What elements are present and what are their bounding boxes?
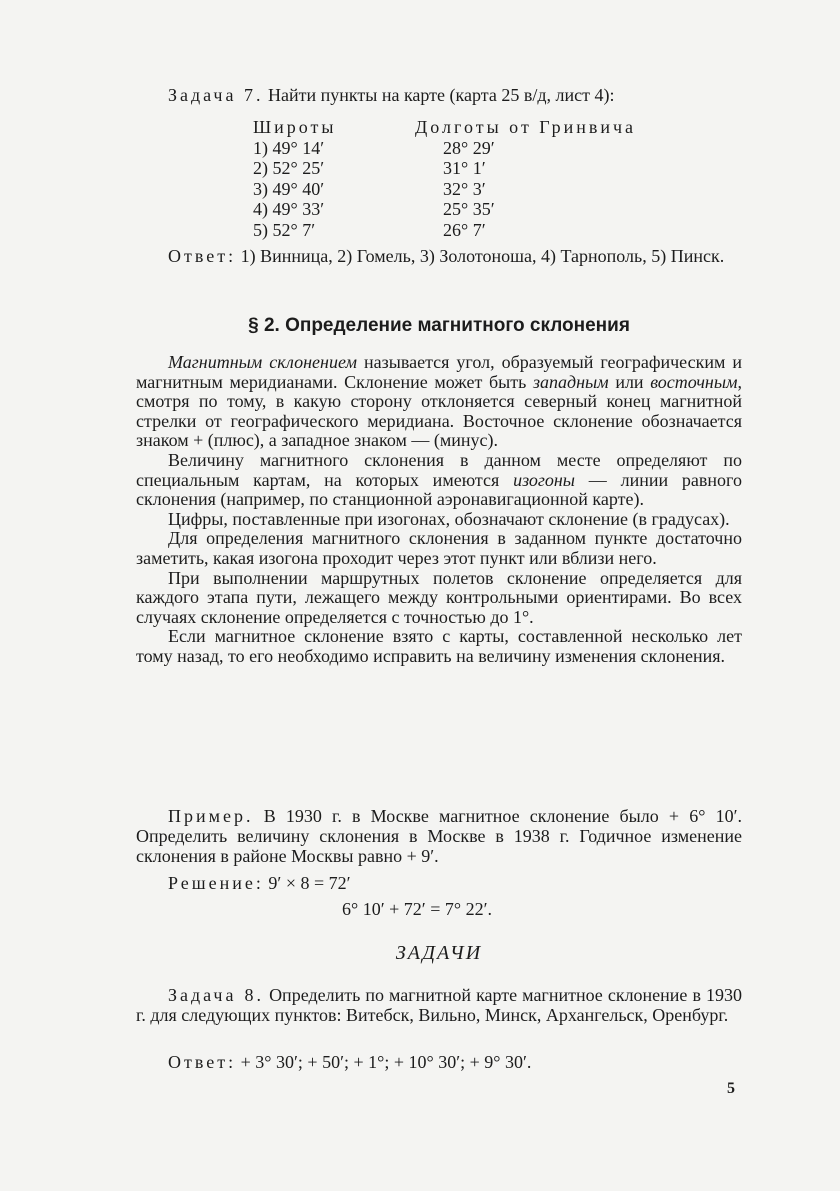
task7-statement [168, 85, 742, 105]
latitude-header: Широты [253, 117, 337, 137]
paragraph: Если магнитное склонение взято с карты, составленной несколько лет тому назад, то его необходимо исправить на величину изменения склонения. [136, 626, 742, 666]
paragraph: При выполнении маршрутных полетов склонение определяется для каждого этапа пути, лежащего между контрольными ориентирами. Во всех случаях склонение определяется с точностью до 1°. [136, 567, 742, 627]
paragraph-text: , смотря по тому, в какую сторону отклоняется северный конец магнитной стрелки от географического меридиана. Восточное склонение обозначается знаком + (плюс), а западное знаком — (минус). [136, 371, 743, 451]
paragraph: Цифры, поставленные при изогонах, обозначают склонение (в градусах). [168, 508, 730, 529]
row-number: 2) [253, 158, 268, 178]
latitude-value: 52° 25′ [272, 158, 325, 178]
latitude-value: 49° 14′ [272, 137, 325, 158]
answer-text: 1) Винница, 2) Гомель, 3) Золотоноша, 4) Тарнополь, 5) Пинск. [240, 246, 725, 266]
example-block [136, 806, 742, 866]
paragraph-text: — линии равного склонения (например, по станционной аэронавигационной карте). [136, 469, 742, 510]
answer-text: + 3° 30′; + 50′; + 1°; + 10° 30′; + 9° 30′. [240, 1052, 532, 1072]
row-number: 1) [253, 137, 268, 158]
section-title: § 2. Определение магнитного склонения [248, 315, 630, 336]
task7-text: Найти пункты на карте (карта 25 в/д, лист 4): [267, 85, 615, 105]
solution-formula-1: 9′ × 8 = 72′ [268, 873, 351, 893]
example-label: Пример. [168, 806, 254, 826]
longitude-value: 25° 35′ [443, 199, 495, 219]
term-western: западным [532, 371, 609, 392]
solution-label: Решение: [168, 873, 264, 893]
solution-formula-2: 6° 10′ + 72′ = 7° 22′. [342, 899, 493, 919]
task8-label: Задача 8. [168, 985, 265, 1005]
paragraph-text: называется угол, образуемый географическим и магнитным меридианами. Склонение может быть [136, 352, 742, 392]
longitude-value: 31° 1′ [443, 158, 486, 178]
task7-label: Задача 7. [168, 85, 264, 105]
row-number: 3) [253, 178, 268, 199]
longitude-value: 32° 3′ [443, 178, 486, 199]
term-eastern: восточным [650, 371, 738, 392]
latitude-value: 49° 33′ [272, 199, 325, 219]
paragraph-text: Величину магнитного склонения в данном месте определяют по специальным картам, на которых имеются [136, 449, 742, 490]
term-magnetic-declination: Магнитным склонением [168, 352, 358, 372]
latitude-value: 52° 7′ [272, 219, 316, 240]
task7-answer [136, 246, 742, 266]
paragraph: Для определения магнитного склонения в заданном пункте достаточно заметить, какая изогона проходит через этот пункт или вблизи него. [136, 528, 742, 568]
longitude-value: 28° 29′ [443, 137, 495, 158]
solution-line-1 [136, 873, 742, 893]
example-text: В 1930 г. в Москве магнитное склонение было + 6° 10′. Определить величину склонения в Москве в 1938 г. Годичное изменение склонения в районе Москвы равно + 9′. [136, 806, 743, 866]
row-number: 4) [253, 199, 268, 219]
page-number: 5 [727, 1080, 735, 1097]
answer-label: Ответ: [168, 246, 237, 266]
term-isogones: изогоны [513, 469, 575, 490]
task8-statement [136, 985, 742, 1025]
task8-text: Определить по магнитной карте магнитное склонение в 1930 г. для следующих пунктов: Витебск, Вильно, Минск, Архангельск, Оренбург. [136, 985, 742, 1025]
longitude-value: 26° 7′ [443, 219, 486, 240]
body-text [136, 353, 742, 667]
row-number: 5) [253, 219, 268, 240]
paragraph-text: или [608, 371, 651, 392]
latitude-value: 49° 40′ [272, 178, 325, 199]
tasks-heading: ЗАДАЧИ [395, 942, 483, 964]
answer-label: Ответ: [168, 1052, 237, 1072]
paragraph [136, 451, 742, 510]
paragraph [136, 353, 742, 451]
task8-answer [136, 1052, 742, 1072]
longitude-header: Долготы от Гринвича [415, 117, 637, 137]
